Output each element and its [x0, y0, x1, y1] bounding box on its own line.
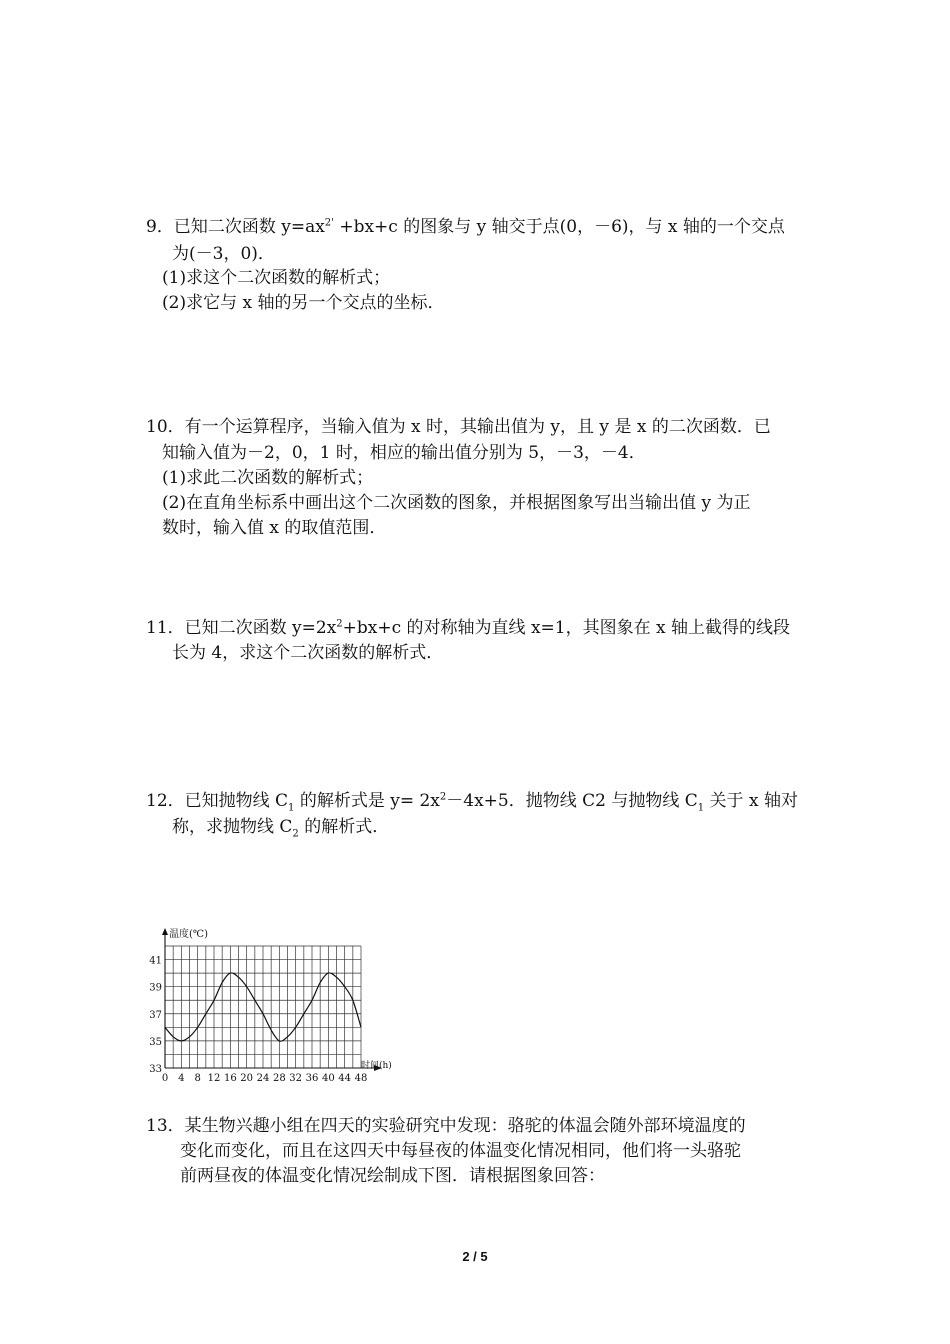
x-tick-label: 0 — [161, 1073, 169, 1084]
x-tick-label: 16 — [223, 1073, 237, 1084]
y-axis-arrow-icon — [162, 928, 168, 935]
x-tick-label: 12 — [207, 1073, 221, 1084]
x-axis-label: 时间(h) — [361, 1061, 392, 1071]
q12-line-2: 称，求抛物线 $C_2$ 的解析式． — [172, 817, 390, 840]
x-tick-label: 32 — [289, 1073, 303, 1084]
page-number: 2 / 5 — [462, 1249, 488, 1264]
q13-line-3: 前两昼夜的体温变化情况绘制成下图．请根据图象回答： — [180, 1166, 605, 1186]
x-tick-label: 48 — [354, 1073, 368, 1084]
temperature-chart — [148, 925, 392, 1087]
y-tick-label: 33 — [149, 1064, 162, 1075]
q10-part-1: (1)求此二次函数的解析式； — [162, 468, 374, 488]
x-tick-label: 24 — [256, 1073, 270, 1084]
chart-tick-labels — [149, 956, 367, 1084]
q9-line-2: 为(－3，0)． — [172, 244, 275, 264]
y-tick-label: 41 — [149, 955, 162, 967]
q10-part-2-cont: 数时，输入值 x 的取值范围． — [162, 518, 387, 538]
chart-grid — [165, 946, 361, 1068]
q9-part-1: (1)求这个二次函数的解析式； — [162, 268, 391, 288]
chart-axes — [162, 928, 382, 1071]
q13-line-2: 变化而变化，而且在这四天中每昼夜的体温变化情况相同，他们将一头骆驼 — [180, 1141, 741, 1161]
q11-line-1: 11．已知二次函数 $y=2x^2+bx+c$ 的对称轴为直线 x=1，其图象在 x 轴上截得的线段 — [146, 618, 791, 638]
x-tick-label: 4 — [178, 1073, 185, 1084]
q10-part-2: (2)在直角坐标系中画出这个二次函数的图象，并根据图象写出当输出值 y 为正 — [162, 493, 751, 513]
x-tick-label: 20 — [240, 1073, 254, 1084]
q10-line-2: 知输入值为－2，0，1 时，相应的输出值分别为 5，－3，－4． — [162, 443, 646, 463]
x-tick-label: 8 — [194, 1073, 201, 1084]
q9-part-2: (2)求它与 x 轴的另一个交点的坐标． — [162, 293, 445, 313]
q10-line-1: 10．有一个运算程序，当输入值为 x 时，其输出值为 y，且 y 是 x 的二次函数．已 — [146, 417, 771, 437]
x-tick-label: 44 — [338, 1073, 352, 1084]
q12-line-1: 12．已知抛物线 $C_1$ 的解析式是 $y= 2x^2-4x+5$．抛物线 C2 与抛物线 $C_1$ 关于 x 轴对 — [146, 791, 798, 814]
x-tick-label: 36 — [305, 1073, 319, 1084]
x-tick-label: 40 — [321, 1073, 335, 1084]
y-tick-label: 35 — [149, 1036, 162, 1048]
q13-line-1: 13．某生物兴趣小组在四天的实验研究中发现：骆驼的体温会随外部环境温度的 — [146, 1116, 746, 1136]
x-tick-label: 28 — [272, 1073, 286, 1084]
y-tick-label: 39 — [149, 982, 162, 994]
y-tick-label: 37 — [149, 1009, 162, 1021]
y-axis-label: 温度(℃) — [169, 929, 208, 940]
q9-line-1: 9．已知二次函数 $y=ax^{2'} +bx+c$ 的图象与 y 轴交于点(0，－6)，与 x 轴的一个交点 — [146, 217, 785, 237]
q11-line-2: 长为 4，求这个二次函数的解析式． — [172, 643, 444, 663]
